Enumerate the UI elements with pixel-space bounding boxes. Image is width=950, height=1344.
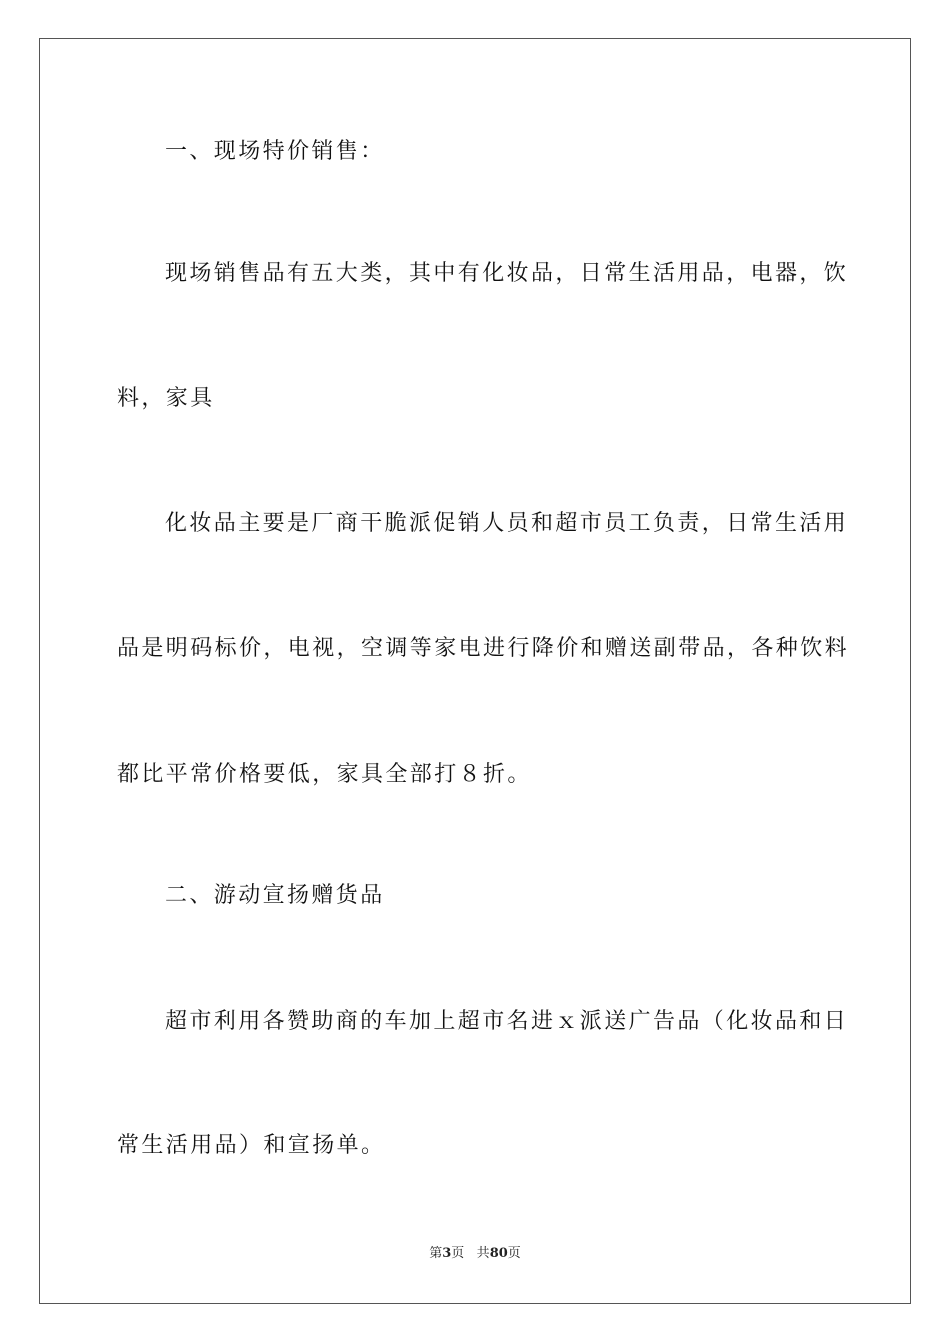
page-number: 3 bbox=[442, 1246, 452, 1261]
paragraph-line: 常生活用品）和宣扬单。 bbox=[117, 1133, 386, 1158]
total-suffix: 页 bbox=[507, 1246, 521, 1261]
total-prefix: 共 bbox=[476, 1246, 490, 1261]
page-prefix: 第 bbox=[429, 1246, 443, 1261]
total-pages: 80 bbox=[489, 1246, 508, 1261]
section-heading-1: 一、现场特价销售： bbox=[165, 139, 385, 164]
page-suffix: 页 bbox=[451, 1246, 465, 1261]
paragraph-line: 料，家具 bbox=[117, 386, 215, 411]
page-footer bbox=[0, 1245, 950, 1263]
section-heading-2: 二、游动宣扬赠货品 bbox=[165, 883, 385, 908]
paragraph-line: 现场销售品有五大类，其中有化妆品，日常生活用品，电器，饮 bbox=[165, 261, 849, 286]
page-frame bbox=[39, 38, 911, 1304]
paragraph-line: 都比平常价格要低，家具全部打８折。 bbox=[117, 762, 532, 787]
paragraph-line: 超市利用各赞助商的车加上超市名进ｘ派送广告品（化妆品和日 bbox=[165, 1009, 849, 1034]
paragraph-line: 品是明码标价，电视，空调等家电进行降价和赠送副带品，各种饮料 bbox=[117, 636, 850, 661]
paragraph-line: 化妆品主要是厂商干脆派促销人员和超市员工负责，日常生活用 bbox=[165, 511, 849, 536]
